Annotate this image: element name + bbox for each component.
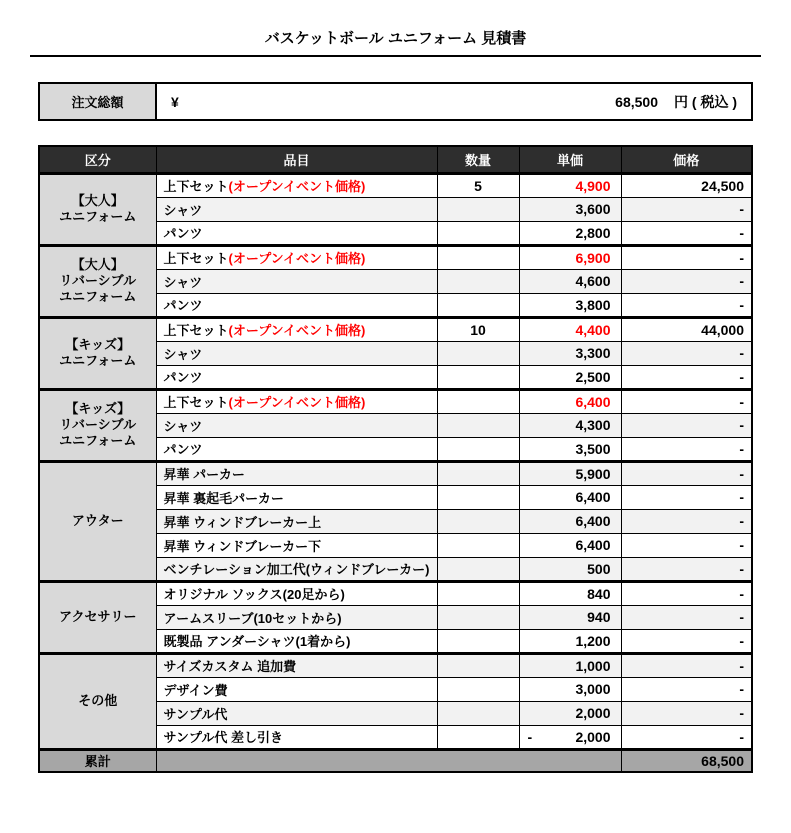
header-cell-4: 価格 xyxy=(621,146,752,173)
header-cell-2: 数量 xyxy=(437,146,519,173)
qty-cell xyxy=(437,485,519,509)
category-cell: アウター xyxy=(39,461,156,581)
unit-price-cell: 4,400 xyxy=(519,317,621,341)
qty-cell xyxy=(437,245,519,269)
unit-price-cell: 6,400 xyxy=(519,389,621,413)
item-text: 既製品 アンダーシャツ(1着から) xyxy=(163,634,351,649)
minus-sign: - xyxy=(527,728,533,745)
item-text: シャツ xyxy=(163,346,203,362)
qty-cell xyxy=(437,221,519,245)
item-cell xyxy=(156,533,437,557)
qty-cell xyxy=(437,461,519,485)
price-cell: - xyxy=(621,653,752,677)
qty-cell xyxy=(437,509,519,533)
qty-cell xyxy=(437,365,519,389)
price-cell: - xyxy=(621,509,752,533)
price-cell: - xyxy=(621,533,752,557)
qty-cell xyxy=(437,413,519,437)
unit-price-cell: 3,300 xyxy=(519,341,621,365)
unit-price-cell: 2,800 xyxy=(519,221,621,245)
table-row xyxy=(39,653,752,677)
unit-price-cell: 6,400 xyxy=(519,533,621,557)
qty-cell xyxy=(437,389,519,413)
item-text: 昇華 ウィンドブレーカー上 xyxy=(163,514,322,530)
item-text: サイズカスタム 追加費 xyxy=(163,659,297,674)
item-cell xyxy=(156,389,437,413)
price-cell: - xyxy=(621,701,752,725)
item-text: 上下セット xyxy=(163,395,229,410)
item-cell xyxy=(156,413,437,437)
price-cell: - xyxy=(621,293,752,317)
item-text: シャツ xyxy=(163,274,203,290)
unit-price-cell: 4,600 xyxy=(519,269,621,293)
item-cell xyxy=(156,197,437,221)
category-cell: 【大人】 ユニフォーム xyxy=(39,173,156,245)
unit-price-cell: 4,900 xyxy=(519,173,621,197)
table-row xyxy=(39,173,752,197)
order-total-label: 注文総額 xyxy=(40,84,157,119)
unit-price-cell: 2,500 xyxy=(519,365,621,389)
item-cell xyxy=(156,509,437,533)
unit-price-cell: 3,600 xyxy=(519,197,621,221)
item-text: オリジナル ソックス(20足から) xyxy=(163,587,345,602)
title-rule xyxy=(30,55,761,57)
price-cell: - xyxy=(621,581,752,605)
item-note: (オープンイベント価格) xyxy=(228,395,366,410)
item-note: (オープンイベント価格) xyxy=(228,179,366,194)
item-cell xyxy=(156,557,437,581)
qty-cell xyxy=(437,677,519,701)
unit-price-cell: 6,400 xyxy=(519,485,621,509)
price-cell: 24,500 xyxy=(621,173,752,197)
order-total-amount: 68,500 xyxy=(615,93,658,110)
table-row xyxy=(39,317,752,341)
item-cell xyxy=(156,653,437,677)
item-note: (オープンイベント価格) xyxy=(228,251,366,266)
category-cell: 【キッズ】 リバーシブル ユニフォーム xyxy=(39,389,156,461)
price-cell: - xyxy=(621,269,752,293)
category-cell: アクセサリー xyxy=(39,581,156,653)
item-cell xyxy=(156,581,437,605)
item-text: サンプル代 xyxy=(163,706,228,722)
item-text: 上下セット xyxy=(163,251,229,266)
qty-cell xyxy=(437,197,519,221)
item-note: (オープンイベント価格) xyxy=(228,323,366,338)
item-cell xyxy=(156,725,437,749)
item-cell xyxy=(156,701,437,725)
footer-label-cell: 累計 xyxy=(39,749,156,772)
header-cell-3: 単価 xyxy=(519,146,621,173)
category-cell: 【大人】 リバーシブル ユニフォーム xyxy=(39,245,156,317)
qty-cell xyxy=(437,341,519,365)
header-cell-0: 区分 xyxy=(39,146,156,173)
currency-symbol: ¥ xyxy=(171,93,179,110)
table-row xyxy=(39,581,752,605)
item-cell xyxy=(156,437,437,461)
price-cell: 44,000 xyxy=(621,317,752,341)
qty-cell xyxy=(437,437,519,461)
price-cell: - xyxy=(621,485,752,509)
quote-table xyxy=(38,145,753,773)
item-text: 昇華 裏起毛パーカー xyxy=(163,490,284,506)
price-cell: - xyxy=(621,221,752,245)
price-cell: - xyxy=(621,629,752,653)
qty-cell: 5 xyxy=(437,173,519,197)
item-cell xyxy=(156,365,437,389)
item-text: デザイン費 xyxy=(163,682,228,698)
item-cell xyxy=(156,485,437,509)
item-text: サンプル代 差し引き xyxy=(163,730,283,745)
footer-total-cell: 68,500 xyxy=(621,749,752,772)
item-text: ベンチレーション加工代(ウィンドブレーカー) xyxy=(163,562,430,577)
price-cell: - xyxy=(621,461,752,485)
price-cell: - xyxy=(621,389,752,413)
unit-price-cell: 3,000 xyxy=(519,677,621,701)
qty-cell xyxy=(437,653,519,677)
item-cell xyxy=(156,341,437,365)
item-cell xyxy=(156,317,437,341)
item-text: シャツ xyxy=(163,418,203,434)
price-cell: - xyxy=(621,245,752,269)
item-cell xyxy=(156,293,437,317)
unit-price-cell: 840 xyxy=(519,581,621,605)
item-text: 昇華 パーカー xyxy=(163,467,245,482)
unit-price-cell: 940 xyxy=(519,605,621,629)
table-header-row xyxy=(39,146,752,173)
item-cell xyxy=(156,629,437,653)
item-text: パンツ xyxy=(163,442,203,457)
table-row xyxy=(39,461,752,485)
unit-price-cell: 6,400 xyxy=(519,509,621,533)
qty-cell xyxy=(437,581,519,605)
qty-cell xyxy=(437,557,519,581)
footer-spacer-cell xyxy=(156,749,621,772)
item-cell xyxy=(156,461,437,485)
category-cell: 【キッズ】 ユニフォーム xyxy=(39,317,156,389)
item-text: 上下セット xyxy=(163,323,229,338)
unit-price-cell: 6,900 xyxy=(519,245,621,269)
footer-row xyxy=(39,749,752,772)
quote-table-body xyxy=(39,173,752,749)
item-cell xyxy=(156,677,437,701)
qty-cell xyxy=(437,701,519,725)
category-cell: その他 xyxy=(39,653,156,749)
qty-cell xyxy=(437,533,519,557)
qty-cell xyxy=(437,725,519,749)
qty-cell xyxy=(437,293,519,317)
order-total-box xyxy=(38,82,753,121)
price-cell: - xyxy=(621,557,752,581)
item-cell xyxy=(156,269,437,293)
unit-price-cell: 500 xyxy=(519,557,621,581)
order-total-unit: 円 ( 税込 ) xyxy=(674,93,737,110)
price-cell: - xyxy=(621,197,752,221)
table-row xyxy=(39,389,752,413)
item-cell xyxy=(156,221,437,245)
unit-price-cell: 3,500 xyxy=(519,437,621,461)
price-cell: - xyxy=(621,725,752,749)
item-text: パンツ xyxy=(163,370,203,385)
item-text: 上下セット xyxy=(163,179,229,194)
qty-cell xyxy=(437,269,519,293)
item-text: 昇華 ウィンドブレーカー下 xyxy=(163,538,322,554)
item-cell xyxy=(156,245,437,269)
unit-price-cell: 5,900 xyxy=(519,461,621,485)
item-text: シャツ xyxy=(163,202,203,218)
qty-cell: 10 xyxy=(437,317,519,341)
unit-price-cell: 1,000 xyxy=(519,653,621,677)
qty-cell xyxy=(437,605,519,629)
price-cell: - xyxy=(621,341,752,365)
price-cell: - xyxy=(621,365,752,389)
item-text: パンツ xyxy=(163,298,203,313)
price-cell: - xyxy=(621,677,752,701)
page-title: バスケットボール ユニフォーム 見積書 xyxy=(264,30,527,47)
header-cell-1: 品目 xyxy=(156,146,437,173)
unit-price-cell: 4,300 xyxy=(519,413,621,437)
item-cell xyxy=(156,173,437,197)
item-text: パンツ xyxy=(163,226,203,241)
item-text: アームスリーブ(10セットから) xyxy=(163,610,342,626)
order-total-value xyxy=(157,84,751,119)
price-cell: - xyxy=(621,437,752,461)
qty-cell xyxy=(437,629,519,653)
unit-price-cell: 1,200 xyxy=(519,629,621,653)
table-row xyxy=(39,245,752,269)
price-cell: - xyxy=(621,413,752,437)
unit-price-cell: - 2,000 xyxy=(519,725,621,749)
unit-price-cell: 3,800 xyxy=(519,293,621,317)
price-cell: - xyxy=(621,605,752,629)
item-cell xyxy=(156,605,437,629)
unit-price-cell: 2,000 xyxy=(519,701,621,725)
